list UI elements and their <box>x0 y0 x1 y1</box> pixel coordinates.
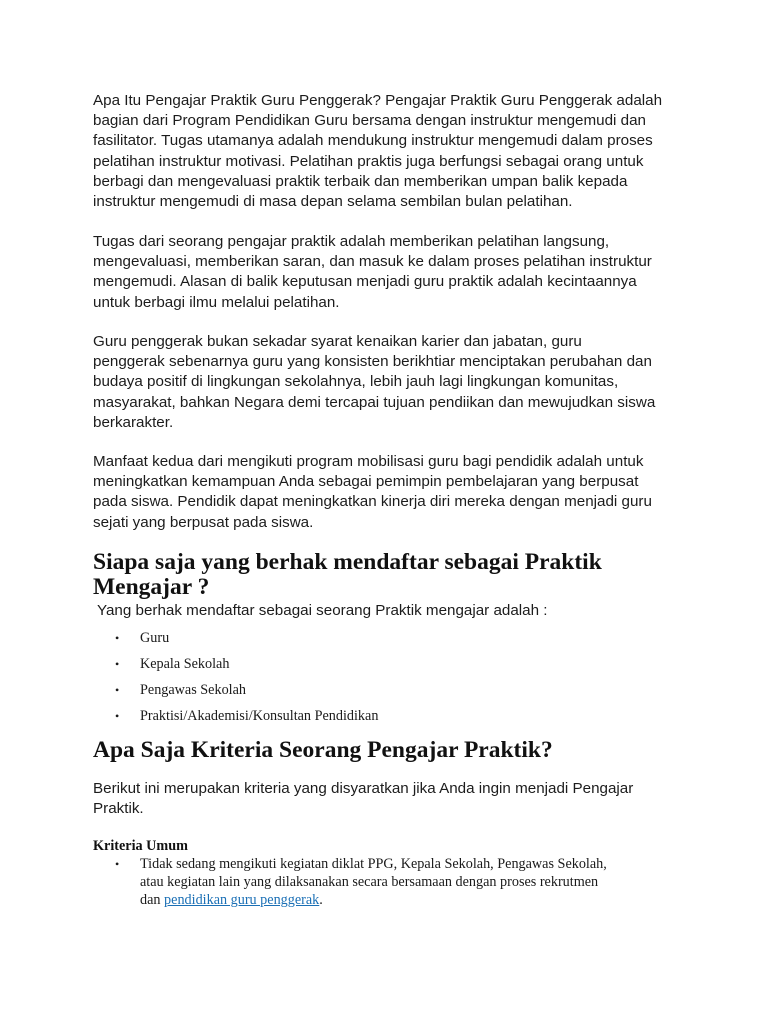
criteria-line-suffix: . <box>319 892 323 908</box>
bullet-icon: • <box>115 657 120 671</box>
bullet-icon: • <box>115 857 120 871</box>
paragraph-intro <box>93 91 693 212</box>
paragraph-line: untuk berbagi ilmu melalui pelatihan. <box>93 293 340 311</box>
list-item-label: Praktisi/Akademisi/Konsultan Pendidikan <box>140 708 379 724</box>
section-heading-criteria: Apa Saja Kriteria Seorang Pengajar Praktik? <box>93 737 553 763</box>
paragraph-benefits <box>93 452 693 533</box>
paragraph-line: Guru penggerak bukan sekadar syarat kenaikan karier dan jabatan, guru <box>93 333 582 350</box>
paragraph-line: Berikut ini merupakan kriteria yang disyaratkan jika Anda ingin menjadi Pengajar <box>93 780 634 797</box>
list-item <box>112 655 378 681</box>
list-item-label: Kepala Sekolah <box>140 656 230 672</box>
paragraph-line: budaya positif di lingkungan sekolahnya, lebih jauh lagi lingkungan komunitas, <box>93 373 619 391</box>
paragraph-line: Praktik. <box>93 800 144 818</box>
eligibility-list <box>112 629 378 733</box>
paragraph-line: penggerak sebenarnya guru yang konsisten berikhtiar menciptakan perubahan dan <box>93 353 652 371</box>
paragraph-line: instruktur mengemudi di masa depan selama sembilan bulan pelatihan. <box>93 193 573 211</box>
paragraph-line: Manfaat kedua dari mengikuti program mobilisasi guru bagi pendidik adalah untuk <box>93 453 644 470</box>
list-item-label: Guru <box>140 630 170 646</box>
paragraph-line: mengevaluasi, memberikan saran, dan masuk ke dalam proses pelatihan instruktur <box>93 253 652 271</box>
criteria-line: atau kegiatan lain yang dilaksanakan secara bersamaan dengan proses rekrutmen <box>140 874 599 890</box>
paragraph-line: mengemudi. Alasan di balik keputusan menjadi guru praktik adalah kecintaannya <box>93 273 637 291</box>
paragraph-line: pelatihan instruktur motivasi. Pelatihan praktis juga berfungsi sebagai orang untuk <box>93 152 644 170</box>
list-item-label: Pengawas Sekolah <box>140 682 246 698</box>
paragraph-guru-penggerak <box>93 332 693 433</box>
bullet-icon: • <box>115 683 120 697</box>
criteria-intro <box>93 779 693 819</box>
list-item <box>112 629 378 655</box>
paragraph-line: masyarakat, bahkan Negara demi tercapai tujuan pendiikan dan mewujudkan siswa <box>93 393 656 411</box>
bullet-icon: • <box>115 631 120 645</box>
paragraph-line: pada siswa. Pendidik dapat meningkatkan kinerja diri mereka dengan menjadi guru <box>93 493 652 511</box>
criteria-line-last <box>140 891 607 909</box>
paragraph-line: fasilitator. Tugas utamanya adalah mendukung instruktur mengemudi dalam proses <box>93 132 653 150</box>
list-item <box>112 707 378 733</box>
criteria-line-prefix: dan <box>140 892 165 908</box>
paragraph-line: berkarakter. <box>93 413 174 431</box>
eligibility-intro: Yang berhak mendaftar sebagai seorang Praktik mengajar adalah : <box>93 602 548 619</box>
paragraph-line: Apa Itu Pengajar Praktik Guru Penggerak? Pengajar Praktik Guru Penggerak adalah <box>93 92 663 109</box>
paragraph-tasks <box>93 232 693 313</box>
criteria-list-item <box>112 855 672 909</box>
heading-line: Siapa saja yang berhak mendaftar sebagai Praktik <box>93 549 602 575</box>
criteria-subheading: Kriteria Umum <box>93 838 188 854</box>
bullet-icon: • <box>115 709 120 723</box>
section-heading-eligibility <box>93 550 713 599</box>
pendidikan-guru-penggerak-link[interactable]: pendidikan guru penggerak <box>164 892 320 908</box>
heading-line: Mengajar ? <box>93 573 210 600</box>
paragraph-line: Tugas dari seorang pengajar praktik adalah memberikan pelatihan langsung, <box>93 233 610 250</box>
paragraph-line: berbagi dan mengevaluasi praktik terbaik dan memberikan umpan balik kepada <box>93 172 628 190</box>
criteria-line: Tidak sedang mengikuti kegiatan diklat PPG, Kepala Sekolah, Pengawas Sekolah, <box>140 856 607 872</box>
paragraph-line: sejati yang berpusat pada siswa. <box>93 513 314 531</box>
criteria-item-text <box>140 855 607 909</box>
paragraph-line: bagian dari Program Pendidikan Guru bersama dengan instruktur mengemudi dan <box>93 112 646 130</box>
paragraph-line: meningkatkan kemampuan Anda sebagai pemimpin pembelajaran yang berpusat <box>93 473 639 491</box>
list-item <box>112 681 378 707</box>
